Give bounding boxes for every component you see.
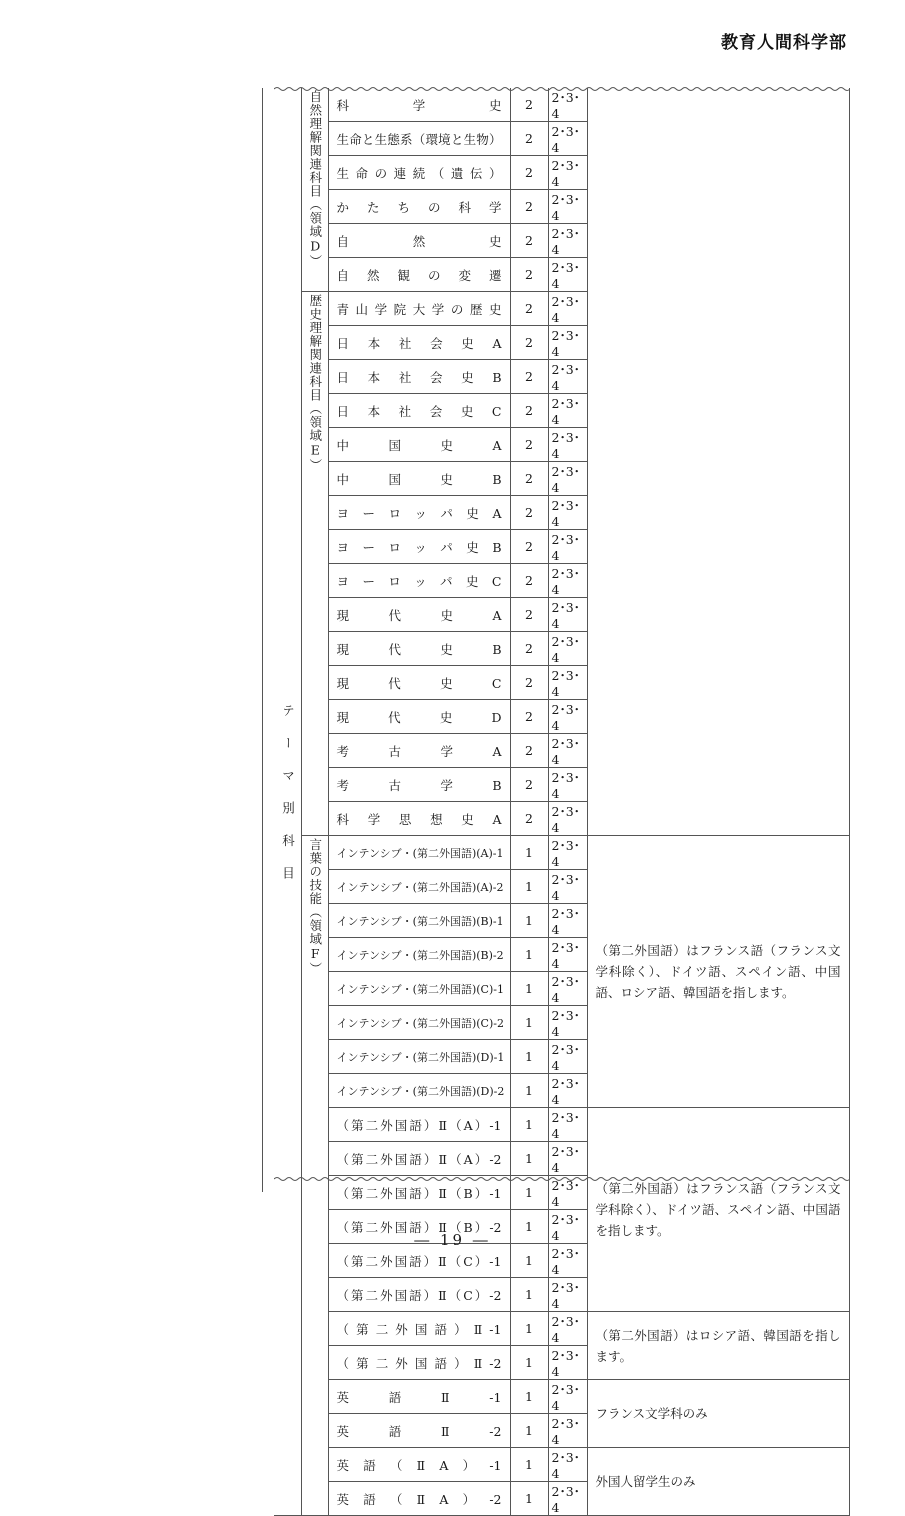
course-year: 2･3･4 xyxy=(548,122,587,156)
course-year: 2･3･4 xyxy=(548,1448,587,1482)
theme-category-cell xyxy=(274,88,301,1516)
course-name: 英語Ⅱ-2 xyxy=(336,1423,502,1439)
course-credits: 2 xyxy=(510,802,548,836)
course-credits: 1 xyxy=(510,938,548,972)
course-name-cell xyxy=(328,496,510,530)
course-credits: 2 xyxy=(510,292,548,326)
course-credits: 1 xyxy=(510,1006,548,1040)
course-name: （第二外国語）Ⅱ（A）-2 xyxy=(336,1151,502,1167)
course-name-cell xyxy=(328,1142,510,1176)
course-credits: 2 xyxy=(510,734,548,768)
course-name-cell xyxy=(328,632,510,666)
course-name-cell xyxy=(328,326,510,360)
course-year: 2･3･4 xyxy=(548,802,587,836)
course-name-cell xyxy=(328,1448,510,1482)
subject-group-label-d: 自然理解関連科目（領域D） xyxy=(307,90,323,268)
course-name: 現代史A xyxy=(336,607,502,623)
course-year: 2･3･4 xyxy=(548,394,587,428)
course-name: ヨーロッパ史C xyxy=(336,573,502,589)
course-name-cell xyxy=(328,598,510,632)
subject-group-label-e: 歴史理解関連科目（領域E） xyxy=(307,294,323,472)
subject-group-label-f: 言葉の技能（領域F） xyxy=(307,838,323,976)
course-name: 日本社会史C xyxy=(336,403,502,419)
course-name: 考古学A xyxy=(336,743,502,759)
course-name: 中国史A xyxy=(336,437,502,453)
course-name-cell xyxy=(328,666,510,700)
course-credits: 1 xyxy=(510,870,548,904)
course-name-cell xyxy=(328,292,510,326)
course-name: ヨーロッパ史B xyxy=(336,539,502,555)
course-name: インテンシブ・(第二外国語)(B)-2 xyxy=(336,948,504,962)
course-year: 2･3･4 xyxy=(548,666,587,700)
course-credits: 2 xyxy=(510,700,548,734)
course-credits: 2 xyxy=(510,564,548,598)
course-name: 英語（ⅡA）-2 xyxy=(336,1491,502,1507)
course-credits: 2 xyxy=(510,666,548,700)
course-name: ヨーロッパ史A xyxy=(336,505,502,521)
course-name-cell xyxy=(328,224,510,258)
course-name: 現代史B xyxy=(336,641,502,657)
course-row xyxy=(274,1108,849,1142)
course-name: インテンシブ・(第二外国語)(C)-2 xyxy=(336,1016,504,1030)
theme-category-label: テーマ別科目 xyxy=(280,704,296,899)
course-year: 2･3･4 xyxy=(548,1006,587,1040)
course-credits: 1 xyxy=(510,1040,548,1074)
course-year: 2･3･4 xyxy=(548,904,587,938)
course-credits: 2 xyxy=(510,428,548,462)
course-name: 英語Ⅱ-1 xyxy=(336,1389,502,1405)
course-credits: 2 xyxy=(510,360,548,394)
faculty-title: 教育人間科学部 xyxy=(721,33,847,53)
course-row xyxy=(274,1380,849,1414)
course-credits: 2 xyxy=(510,190,548,224)
course-name-cell xyxy=(328,360,510,394)
course-credits: 1 xyxy=(510,1414,548,1448)
course-credits: 1 xyxy=(510,1380,548,1414)
course-table xyxy=(274,88,850,1516)
course-name-cell xyxy=(328,802,510,836)
remark-intl-only: 外国人留学生のみ xyxy=(587,1448,849,1516)
course-year: 2･3･4 xyxy=(548,598,587,632)
course-name: 青山学院大学の歴史 xyxy=(336,301,502,317)
course-credits: 1 xyxy=(510,1210,548,1244)
remark-empty xyxy=(587,88,849,836)
course-name-cell xyxy=(328,530,510,564)
bottom-wavy-border xyxy=(274,1175,849,1183)
course-name: 現代史D xyxy=(336,709,502,725)
course-credits: 2 xyxy=(510,88,548,122)
course-name-cell xyxy=(328,190,510,224)
course-name-cell xyxy=(328,836,510,870)
course-name-cell xyxy=(328,258,510,292)
course-name-cell xyxy=(328,1414,510,1448)
course-name: 科学史 xyxy=(336,97,502,113)
remark-second-lang-ii: （第二外国語）はフランス語（フランス文学科除く）、ドイツ語、スペイン語、中国語を指します。 xyxy=(587,1108,849,1312)
course-year: 2･3･4 xyxy=(548,700,587,734)
course-credits: 1 xyxy=(510,1244,548,1278)
course-year: 2･3･4 xyxy=(548,1380,587,1414)
course-credits: 2 xyxy=(510,326,548,360)
course-credits: 2 xyxy=(510,530,548,564)
course-year: 2･3･4 xyxy=(548,1040,587,1074)
course-name: 現代史C xyxy=(336,675,502,691)
course-name-cell xyxy=(328,122,510,156)
course-credits: 2 xyxy=(510,598,548,632)
course-year: 2･3･4 xyxy=(548,1244,587,1278)
course-year: 2･3･4 xyxy=(548,1482,587,1516)
course-credits: 1 xyxy=(510,1346,548,1380)
remark-intensive: （第二外国語）はフランス語（フランス文学科除く）、ドイツ語、スペイン語、中国語、ロシア語、韓国語を指します。 xyxy=(587,836,849,1108)
course-name: （第二外国語）Ⅱ（C）-1 xyxy=(336,1253,502,1269)
course-year: 2･3･4 xyxy=(548,156,587,190)
course-name-cell xyxy=(328,1108,510,1142)
course-name-cell xyxy=(328,972,510,1006)
subject-group-cell-e xyxy=(301,292,328,836)
course-name: 英語（ⅡA）-1 xyxy=(336,1457,502,1473)
course-name-cell xyxy=(328,462,510,496)
course-credits: 1 xyxy=(510,1448,548,1482)
course-name: （第二外国語）Ⅱ-2 xyxy=(336,1355,502,1371)
course-year: 2･3･4 xyxy=(548,292,587,326)
course-name: インテンシブ・(第二外国語)(C)-1 xyxy=(336,982,504,996)
course-name-cell xyxy=(328,88,510,122)
course-credits: 2 xyxy=(510,496,548,530)
course-year: 2･3･4 xyxy=(548,224,587,258)
course-name-cell xyxy=(328,564,510,598)
subject-group-cell-d xyxy=(301,88,328,292)
course-credits: 1 xyxy=(510,1482,548,1516)
course-name-cell xyxy=(328,1006,510,1040)
course-name: 日本社会史B xyxy=(336,369,502,385)
course-year: 2･3･4 xyxy=(548,1142,587,1176)
course-name: （第二外国語）Ⅱ（A）-1 xyxy=(336,1117,502,1133)
course-name: 自然観の変遷 xyxy=(336,267,502,283)
course-credits: 2 xyxy=(510,632,548,666)
course-name: インテンシブ・(第二外国語)(A)-1 xyxy=(336,846,504,860)
course-credits: 1 xyxy=(510,972,548,1006)
course-name: インテンシブ・(第二外国語)(A)-2 xyxy=(336,880,504,894)
course-credits: 1 xyxy=(510,1278,548,1312)
course-year: 2･3･4 xyxy=(548,88,587,122)
course-name-cell xyxy=(328,1074,510,1108)
course-credits: 2 xyxy=(510,224,548,258)
course-name-cell xyxy=(328,870,510,904)
course-year: 2･3･4 xyxy=(548,836,587,870)
course-name: 生命の連続（遺伝） xyxy=(336,165,502,181)
course-credits: 1 xyxy=(510,836,548,870)
course-row xyxy=(274,836,849,870)
course-year: 2･3･4 xyxy=(548,870,587,904)
course-name-cell xyxy=(328,768,510,802)
course-year: 2･3･4 xyxy=(548,938,587,972)
course-year: 2･3･4 xyxy=(548,1346,587,1380)
course-year: 2･3･4 xyxy=(548,564,587,598)
course-year: 2･3･4 xyxy=(548,1176,587,1210)
course-year: 2･3･4 xyxy=(548,972,587,1006)
course-table-wrapper xyxy=(274,88,849,1516)
course-name: 生命と生態系（環境と生物） xyxy=(336,131,502,147)
course-year: 2･3･4 xyxy=(548,258,587,292)
course-credits: 2 xyxy=(510,462,548,496)
course-name-cell xyxy=(328,428,510,462)
course-name-cell xyxy=(328,394,510,428)
course-name-cell xyxy=(328,938,510,972)
course-name-cell xyxy=(328,1040,510,1074)
course-year: 2･3･4 xyxy=(548,462,587,496)
course-name-cell xyxy=(328,1380,510,1414)
course-name: （第二外国語）Ⅱ（C）-2 xyxy=(336,1287,502,1303)
course-name: 考古学B xyxy=(336,777,502,793)
course-name-cell xyxy=(328,700,510,734)
course-name: インテンシブ・(第二外国語)(D)-2 xyxy=(336,1084,505,1098)
course-year: 2･3･4 xyxy=(548,496,587,530)
page-number: ― 19 ― xyxy=(414,1231,491,1249)
course-name: 自然史 xyxy=(336,233,502,249)
course-year: 2･3･4 xyxy=(548,530,587,564)
course-credits: 2 xyxy=(510,768,548,802)
course-name-cell xyxy=(328,734,510,768)
course-year: 2･3･4 xyxy=(548,632,587,666)
course-name: 科学思想史A xyxy=(336,811,502,827)
course-credits: 1 xyxy=(510,1176,548,1210)
course-credits: 2 xyxy=(510,122,548,156)
course-name: （第二外国語）Ⅱ（B）-1 xyxy=(336,1185,502,1201)
course-row xyxy=(274,88,849,122)
remark-russian-korean: （第二外国語）はロシア語、韓国語を指します。 xyxy=(587,1312,849,1380)
course-credits: 1 xyxy=(510,1074,548,1108)
course-credits: 1 xyxy=(510,904,548,938)
course-name-cell xyxy=(328,1312,510,1346)
course-credits: 1 xyxy=(510,1142,548,1176)
course-year: 2･3･4 xyxy=(548,1278,587,1312)
course-year: 2･3･4 xyxy=(548,190,587,224)
course-year: 2･3･4 xyxy=(548,1210,587,1244)
course-row xyxy=(274,1448,849,1482)
course-name: （第二外国語）Ⅱ（B）-2 xyxy=(336,1219,502,1235)
course-year: 2･3･4 xyxy=(548,1312,587,1346)
course-year: 2･3･4 xyxy=(548,360,587,394)
course-name: かたちの科学 xyxy=(336,199,502,215)
remark-french-only: フランス文学科のみ xyxy=(587,1380,849,1448)
course-name: 日本社会史A xyxy=(336,335,502,351)
course-year: 2･3･4 xyxy=(548,1074,587,1108)
course-year: 2･3･4 xyxy=(548,428,587,462)
course-credits: 1 xyxy=(510,1108,548,1142)
course-name-cell xyxy=(328,1346,510,1380)
course-year: 2･3･4 xyxy=(548,734,587,768)
course-year: 2･3･4 xyxy=(548,768,587,802)
course-credits: 2 xyxy=(510,156,548,190)
course-name: （第二外国語）Ⅱ-1 xyxy=(336,1321,502,1337)
course-year: 2･3･4 xyxy=(548,1414,587,1448)
course-year: 2･3･4 xyxy=(548,326,587,360)
course-credits: 2 xyxy=(510,394,548,428)
course-credits: 2 xyxy=(510,258,548,292)
course-year: 2･3･4 xyxy=(548,1108,587,1142)
left-margin-rule xyxy=(262,88,263,1192)
course-name-cell xyxy=(328,904,510,938)
course-name-cell xyxy=(328,156,510,190)
course-name: インテンシブ・(第二外国語)(B)-1 xyxy=(336,914,504,928)
course-credits: 1 xyxy=(510,1312,548,1346)
course-name: 中国史B xyxy=(336,471,502,487)
course-name-cell xyxy=(328,1482,510,1516)
course-name-cell xyxy=(328,1278,510,1312)
course-row xyxy=(274,1312,849,1346)
course-name: インテンシブ・(第二外国語)(D)-1 xyxy=(336,1050,505,1064)
